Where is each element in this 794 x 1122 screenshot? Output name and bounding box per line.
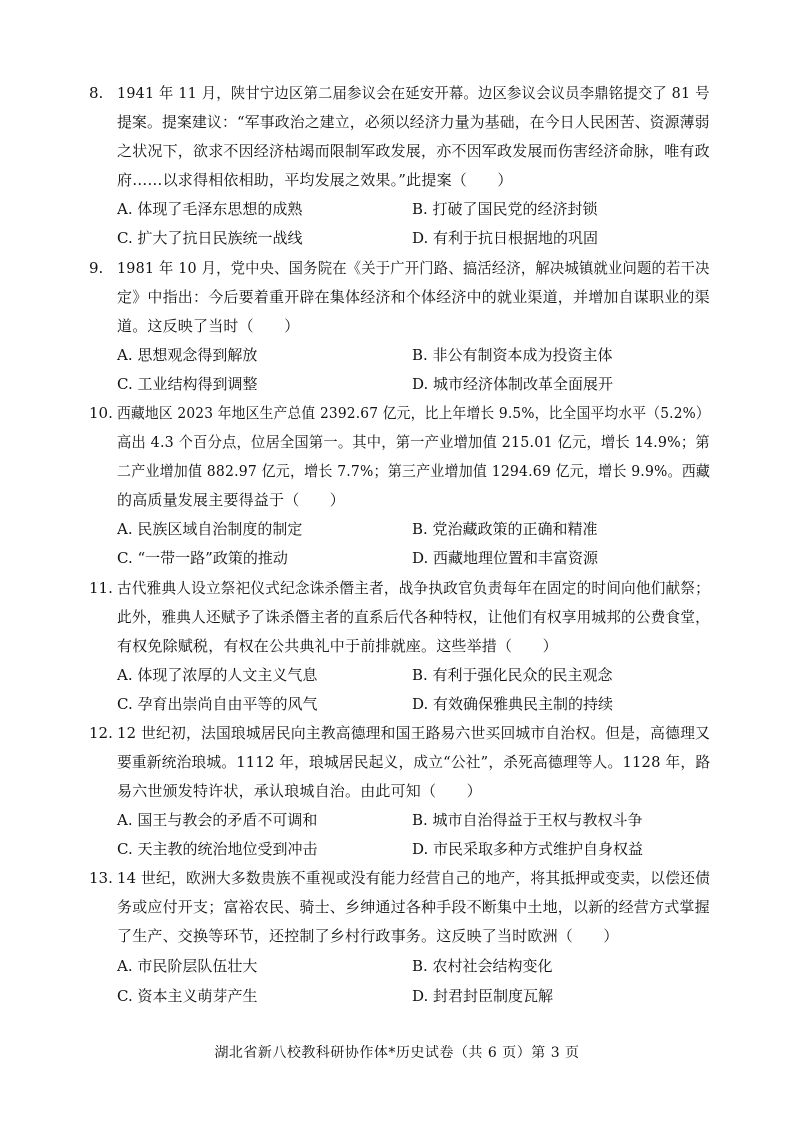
option-a: A. 市民阶层队伍壮大 [117,957,258,975]
option-d: D. 城市经济体制改革全面展开 [412,375,614,393]
option-c: C. 孕育出崇尚自由平等的风气 [117,695,318,713]
question-text-line: 1941 年 11 月，陕甘宁边区第二届参议会在延安开幕。边区参议会议员李鼎铭提交了 81 号 [117,84,710,102]
option-b: B. 有利于强化民众的民主观念 [412,666,613,684]
option-a: A. 民族区域自治制度的制定 [117,520,303,538]
question-text-line: 此外，雅典人还赋予了诛杀僭主者的直系后代各种特权，让他们有权享用城邦的公费食堂， [117,608,711,626]
question-text-line: 之状况下，欲求不因经济枯竭而限制军政发展，亦不因军政发展而伤害经济命脉，唯有政 [117,142,710,160]
option-b: B. 农村社会结构变化 [412,957,553,975]
question-text-line: 了生产、交换等环节，还控制了乡村行政事务。这反映了当时欧洲（ ） [117,927,619,945]
question-text-line: 有权免除赋税，有权在公共典礼中于前排就座。这些举措（ ） [117,637,558,655]
question-number: 9. [89,259,104,277]
question-text-line: 古代雅典人设立祭祀仪式纪念诛杀僭主者，战争执政官负责每年在固定的时间向他们献祭； [117,579,711,597]
question-number: 10. [89,404,113,422]
question-text-line: 14 世纪，欧洲大多数贵族不重视或没有能力经营自己的地产，将其抵押或变卖，以偿还债 [117,869,711,887]
question-number: 11. [89,579,113,597]
option-a: A. 体现了浓厚的人文主义气息 [117,666,318,684]
question-number: 8. [89,84,104,102]
option-c: C. 扩大了抗日民族统一战线 [117,229,303,247]
question-text-line: 易六世颁发特许状，承认琅城自治。由此可知（ ） [117,782,482,800]
question-text-line: 务或应付开支；富裕农民、骑士、乡绅通过各种手段不断集中土地，以新的经营方式掌握 [117,898,710,916]
question-text-line: 二产业增加值 882.97 亿元，增长 7.7%；第三产业增加值 1294.69 亿元，增长 9.9%。西藏 [117,462,711,480]
option-c: C. 工业结构得到调整 [117,375,258,393]
option-b: B. 非公有制资本成为投资主体 [412,346,613,364]
question-text-line: 西藏地区 2023 年地区生产总值 2392.67 亿元，比上年增长 9.5%，比全国平均水平（5.2%） [117,404,710,422]
option-b: B. 城市自治得益于王权与教权斗争 [412,811,643,829]
option-a: A. 国王与教会的矛盾不可调和 [117,811,318,829]
option-d: D. 封君封臣制度瓦解 [412,987,554,1005]
question-text-line: 的高质量发展主要得益于（ ） [117,491,346,509]
option-c: C. 天主教的统治地位受到冲击 [117,840,318,858]
question-text-line: 定》中指出：今后要着重开辟在集体经济和个体经济中的就业渠道，并增加自谋职业的渠 [117,288,710,306]
question-number: 12. [89,724,113,742]
option-d: D. 市民采取多种方式维护自身权益 [412,840,644,858]
question-text-line: 道。这反映了当时（ ） [117,317,300,335]
option-b: B. 党治藏政策的正确和精准 [412,520,598,538]
option-c: C. 资本主义萌芽产生 [117,987,258,1005]
option-d: D. 有效确保雅典民主制的持续 [412,695,614,713]
option-d: D. 有利于抗日根据地的巩固 [412,229,599,247]
question-number: 13. [89,869,113,887]
page-footer: 湖北省新八校教科研协作体*历史试卷（共 6 页）第 3 页 [214,1045,580,1061]
question-text-line: 府……以求得相依相助，平均发展之效果。”此提案（ ） [117,171,513,189]
option-c: C. “一带一路”政策的推动 [117,549,288,567]
option-b: B. 打破了国民党的经济封锁 [412,200,598,218]
question-text-line: 1981 年 10 月，党中央、国务院在《关于广开门路、搞活经济，解决城镇就业问题的若干决 [117,259,710,277]
question-text-line: 12 世纪初，法国琅城居民向主教高德理和国王路易六世买回城市自治权。但是，高德理又 [117,724,711,742]
question-text-line: 提案。提案建议：“军事政治之建立，必须以经济力量为基础，在今日人民困苦、资源薄弱 [117,113,710,131]
option-d: D. 西藏地理位置和丰富资源 [412,549,599,567]
question-text-line: 要重新统治琅城。1112 年，琅城居民起义，成立“公社”，杀死高德理等人。1128 年，路 [117,753,711,771]
question-text-line: 高出 4.3 个百分点，位居全国第一。其中，第一产业增加值 215.01 亿元，增长 14.9%；第 [117,433,710,451]
option-a: A. 思想观念得到解放 [117,346,258,364]
option-a: A. 体现了毛泽东思想的成熟 [117,200,303,218]
